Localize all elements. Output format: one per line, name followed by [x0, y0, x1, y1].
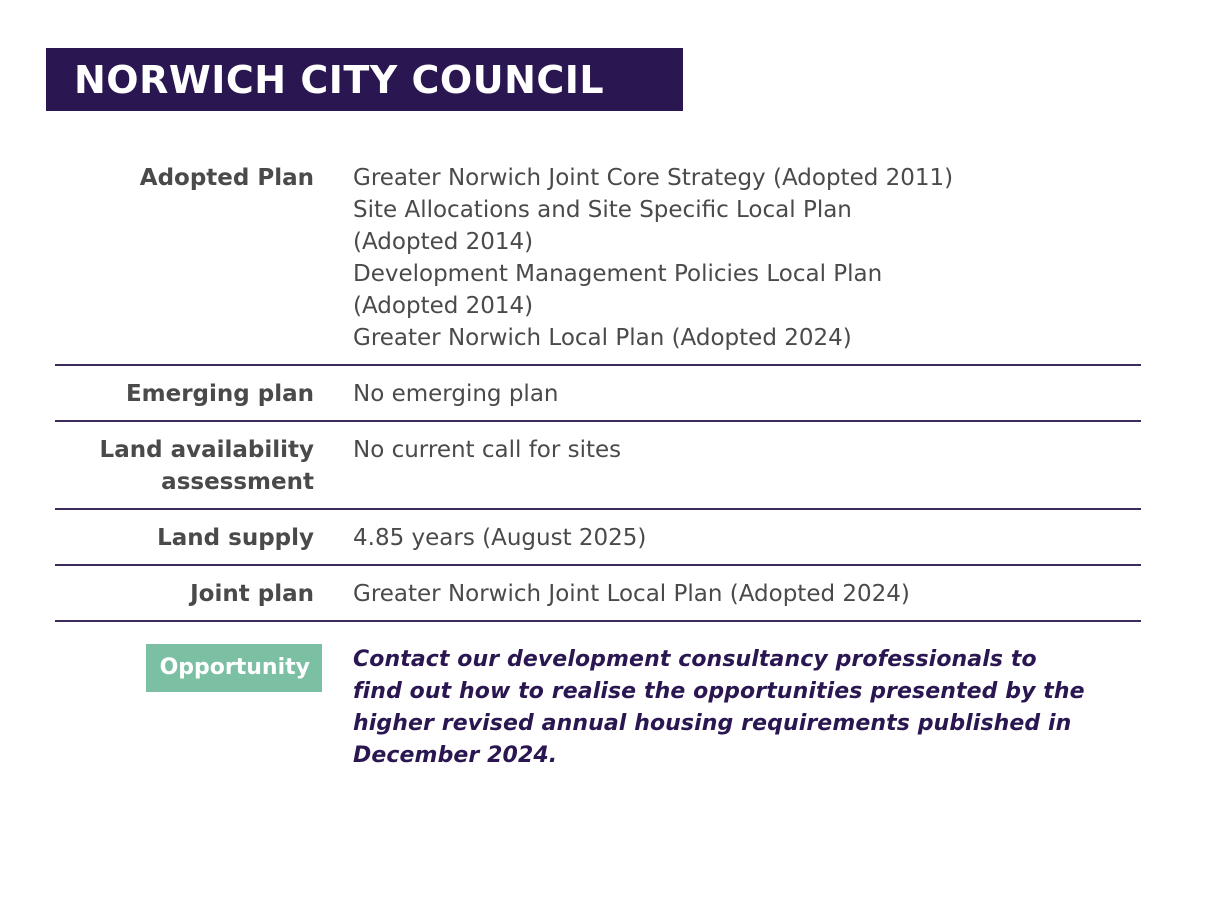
label-line: Adopted Plan — [139, 165, 314, 191]
row-label — [55, 522, 314, 554]
row-value — [353, 578, 1141, 610]
value-line: No current call for sites — [353, 437, 622, 463]
value-line: Greater Norwich Joint Core Strategy (Adopted 2011) — [353, 165, 954, 191]
opportunity-line: Contact our development consultancy professionals to — [353, 647, 1037, 672]
row-value — [353, 378, 1141, 410]
row-value — [353, 522, 1141, 554]
label-line: Joint plan — [190, 581, 314, 607]
opportunity-line: find out how to realise the opportunities presented by the — [353, 679, 1085, 704]
row-emerging-plan — [55, 376, 1141, 422]
value-line: (Adopted 2014) — [353, 229, 534, 255]
value-line: Development Management Policies Local Plan — [353, 261, 883, 287]
label-line: Land supply — [157, 525, 314, 551]
value-line: 4.85 years (August 2025) — [353, 525, 647, 551]
row-label — [55, 434, 314, 498]
opportunity-text — [353, 644, 1141, 772]
label-line: Emerging plan — [125, 381, 314, 407]
row-label — [55, 162, 314, 354]
row-joint-plan — [55, 576, 1141, 622]
title-banner — [46, 48, 683, 111]
label-line: assessment — [161, 469, 314, 495]
value-line: Greater Norwich Joint Local Plan (Adopted 2024) — [353, 581, 910, 607]
value-line: No emerging plan — [353, 381, 559, 407]
page-title: NORWICH CITY COUNCIL — [74, 57, 605, 102]
row-value — [353, 162, 1141, 354]
value-line: Site Allocations and Site Specific Local Plan — [353, 197, 852, 223]
opportunity-line: December 2024. — [353, 743, 558, 768]
label-line: Land availability — [99, 437, 314, 463]
row-label — [55, 378, 314, 410]
value-line: (Adopted 2014) — [353, 293, 534, 319]
row-opportunity — [55, 632, 1141, 772]
row-value — [353, 434, 1141, 498]
value-line: Greater Norwich Local Plan (Adopted 2024) — [353, 325, 852, 351]
plan-table — [55, 160, 1141, 772]
row-label — [55, 578, 314, 610]
row-land-availability — [55, 432, 1141, 510]
opportunity-line: higher revised annual housing requirements published in — [353, 711, 1072, 736]
row-adopted-plan — [55, 160, 1141, 366]
opportunity-label-wrap — [55, 644, 322, 772]
row-land-supply — [55, 520, 1141, 566]
opportunity-badge: Opportunity — [146, 644, 322, 692]
